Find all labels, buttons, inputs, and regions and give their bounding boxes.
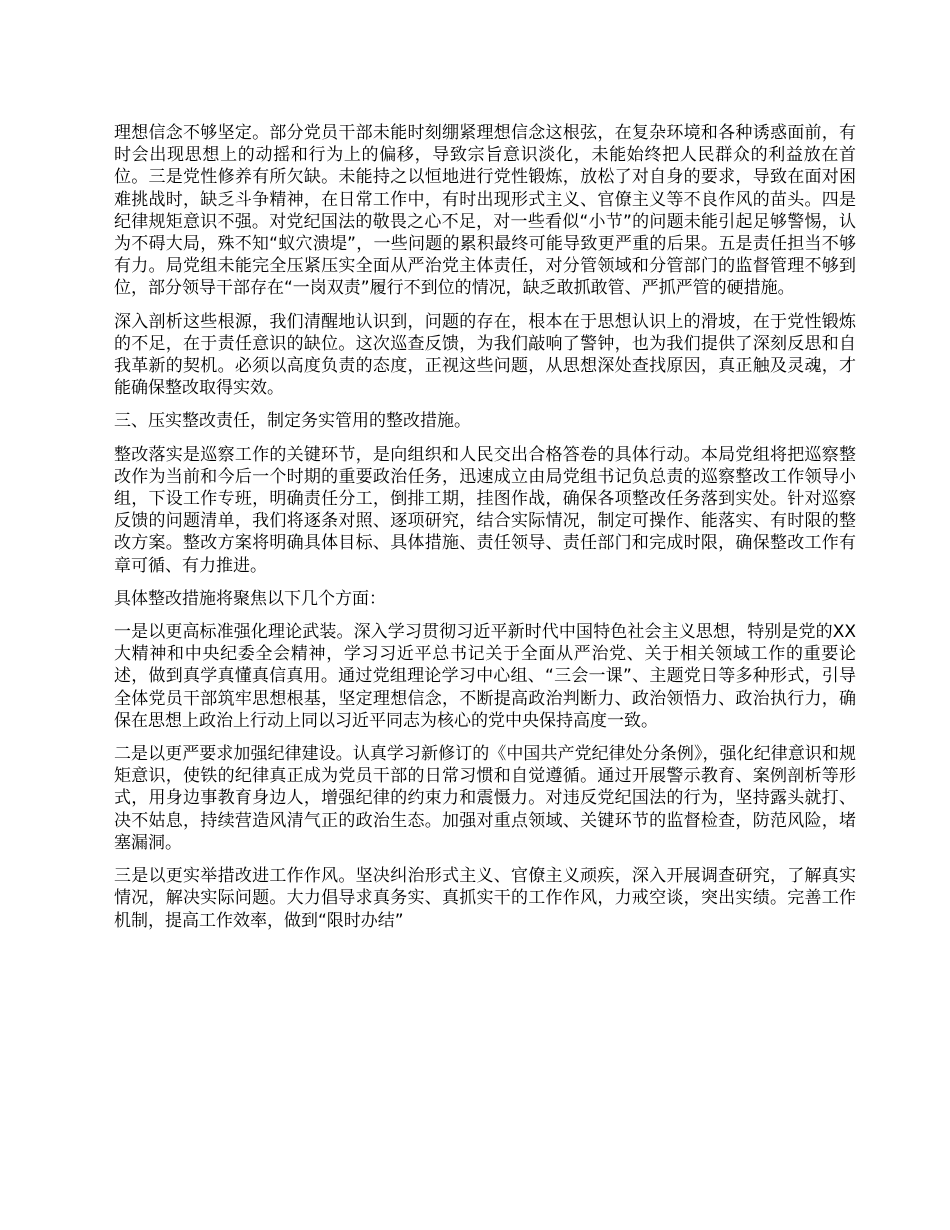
paragraph-root-causes: 理想信念不够坚定。部分党员干部未能时刻绷紧理想信念这根弦，在复杂环境和各种诱惑面前，有时会出现思想上的动摇和行为上的偏移，导致宗旨意识淡化，未能始终把人民群众的利益放在首位。三是党性修养有所欠缺。未能持之以恒地进行党性锻炼，放松了对自身的要求，导致在面对困难挑战时，缺乏斗争精神，在日常工作中，有时出现形式主义、官僚主义等不良作风的苗头。四是纪律规矩意识不强。对党纪国法的敬畏之心不足，对一些看似“小节”的问题未能引起足够警惕，认为不碍大局，殊不知“蚁穴溃堤”，一些问题的累积最终可能导致更严重的后果。五是责任担当不够有力。局党组未能完全压紧压实全面从严治党主体责任，对分管领域和分管部门的监督管理不够到位，部分领导干部存在“一岗双责”履行不到位的情况，缺乏敢抓敢管、严抓严管的硬措施。 (114, 123, 856, 299)
section-heading-rectification: 三、压实整改责任，制定务实管用的整改措施。 (114, 411, 471, 432)
paragraph-measure-theory: 一是以更高标准强化理论武装。深入学习贯彻习近平新时代中国特色社会主义思想，特别是党的XX大精神和中央纪委全会精神，学习习近平总书记关于全面从严治党、关于相关领域工作的重要论述，做到真学真懂真信真用。通过党组理论学习中心组、“三会一课”、主题党日等多种形式，引导全体党员干部筑牢思想根基，坚定理想信念，不断提高政治判断力、政治领悟力、政治执行力，确保在思想上政治上行动上同以习近平同志为核心的党中央保持高度一致。 (114, 622, 856, 731)
paragraph-rectification-plan: 整改落实是巡察工作的关键环节，是向组织和人民交出合格答卷的具体行动。本局党组将把巡察整改作为当前和今后一个时期的重要政治任务，迅速成立由局党组书记负总责的巡察整改工作领导小组，下设工作专班，明确责任分工，倒排工期，挂图作战，确保各项整改任务落到实处。针对巡察反馈的问题清单，我们将逐条对照、逐项研究，结合实际情况，制定可操作、能落实、有时限的整改方案。整改方案将明确具体目标、具体措施、责任领导、责任部门和完成时限，确保整改工作有章可循、有力推进。 (114, 444, 856, 576)
paragraph-measure-work-style: 三是以更实举措改进工作作风。坚决纠治形式主义、官僚主义顽疾，深入开展调查研究，了解真实情况，解决实际问题。大力倡导求真务实、真抓实干的工作作风，力戒空谈，突出实绩。完善工作机制，提高工作效率，做到“限时办结” (114, 866, 856, 931)
document-body (114, 122, 856, 943)
paragraph-measure-discipline: 二是以更严要求加强纪律建设。认真学习新修订的《中国共产党纪律处分条例》，强化纪律意识和规矩意识，使铁的纪律真正成为党员干部的日常习惯和自觉遵循。通过开展警示教育、案例剖析等形式，用身边事教育身边人，增强纪律的约束力和震慑力。对违反党纪国法的行为，坚持露头就打、决不姑息，持续营造风清气正的政治生态。加强对重点领域、关键环节的监督检查，防范风险，堵塞漏洞。 (114, 744, 856, 853)
paragraph-analysis: 深入剖析这些根源，我们清醒地认识到，问题的存在，根本在于思想认识上的滑坡，在于党性锻炼的不足，在于责任意识的缺位。这次巡查反馈，为我们敲响了警钟，也为我们提供了深刻反思和自我革新的契机。必须以高度负责的态度，正视这些问题，从思想深处查找原因，真正触及灵魂，才能确保整改取得实效。 (114, 311, 856, 399)
paragraph-measures-intro: 具体整改措施将聚焦以下几个方面： (114, 588, 386, 609)
